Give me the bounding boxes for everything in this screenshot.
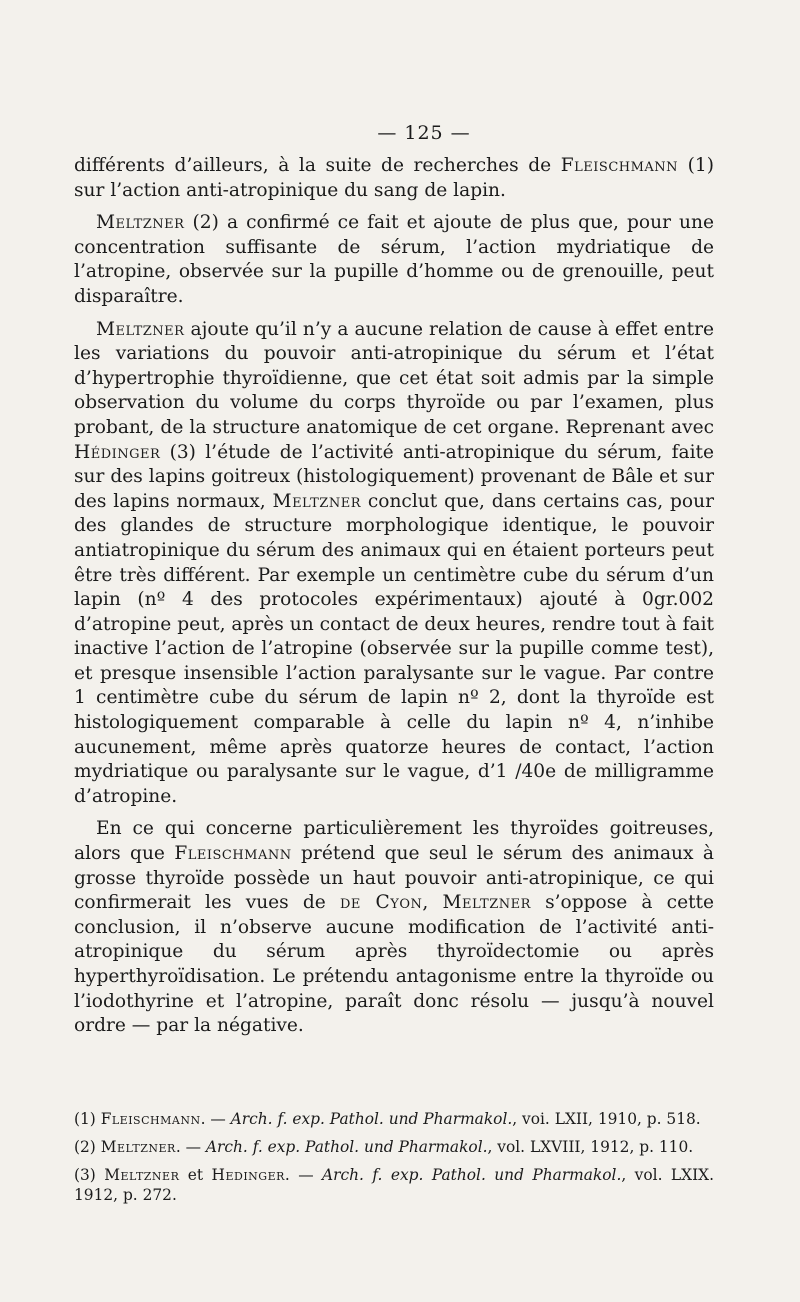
text-run: , vol. LXVIII, 1912, p. 110.	[487, 1137, 694, 1156]
document-page	[74, 122, 714, 1213]
journal-title: Arch. f. exp. Pathol. und Pharmakol.	[230, 1109, 513, 1128]
text-run: , vol. LXIX. 1912, p. 272.	[74, 1165, 715, 1204]
text-run: (1)	[74, 1109, 101, 1128]
text-run: . —	[175, 1137, 206, 1156]
footnote	[74, 1165, 714, 1205]
paragraph	[74, 817, 714, 1038]
author-name: Hedinger	[211, 1165, 285, 1184]
text-run: (2) a confirmé ce fait et ajoute de plus que, pour une concentration suffisante de sérum, l’action mydriatique de l’atropine, observée sur la pupille d’homme ou de grenouille, peut disparaître.	[74, 212, 714, 307]
text-run: ,	[422, 892, 443, 914]
text-run: ajoute qu’il n’y a aucune relation de cause à effet entre les variations du pouvoir anti-atropinique du sérum et l’état d’hypertrophie thyroïdienne, que cet état soit admis par la simple observation du volume du corps thyroïde ou par l’examen, plus probant, de la structure anatomique de cet organe. Reprenant avec	[74, 318, 714, 438]
text-run: En ce qui concerne particulièrement les thyroïdes goitreuses, alors que	[74, 818, 714, 865]
text-run: (1) sur l’action anti-atropinique du sang de lapin.	[74, 155, 714, 201]
footnote	[74, 1137, 714, 1157]
author-name: Meltzner	[272, 490, 361, 512]
paragraph	[74, 318, 714, 810]
footnote	[74, 1109, 714, 1129]
author-name: Meltzner	[96, 212, 185, 234]
footnotes	[74, 1109, 714, 1205]
author-name: Fleischmann	[100, 1109, 201, 1128]
text-run: (3) l’étude de l’activité anti-atropinique du sérum, faite sur des lapins goitreux (histologiquement) provenant de Bâle et sur des lapins normaux,	[74, 441, 714, 512]
text-run: (2)	[74, 1137, 101, 1156]
author-name: Meltzner	[100, 1137, 176, 1156]
text-run: prétend que seul le sérum des animaux à grosse thyroïde possède un haut pouvoir anti-atropinique, ce qui confirmerait les vues de	[74, 843, 714, 914]
author-name: Hédinger	[74, 441, 161, 463]
text-run: (3)	[74, 1165, 105, 1184]
journal-title: Arch. f. exp. Pathol. und Pharmakol.	[205, 1137, 488, 1156]
author-name: Meltzner	[442, 892, 531, 914]
author-name: Fleischmann	[174, 843, 292, 865]
author-name: de Cyon	[339, 892, 423, 914]
text-run: , voi. LXII, 1910, p. 518.	[512, 1109, 701, 1128]
page-number: — 125 —	[377, 122, 471, 144]
text-run: et	[179, 1165, 212, 1184]
paragraph	[74, 211, 714, 309]
body-text	[74, 154, 714, 1039]
author-name: Fleischmann	[560, 155, 679, 176]
text-run: différents d’ailleurs, à la suite de recherches de	[74, 155, 561, 176]
text-run: . —	[284, 1165, 323, 1184]
author-name: Meltzner	[104, 1165, 180, 1184]
text-run: conclut que, dans certains cas, pour des glandes de structure morphologique identique, le pouvoir antiatropinique du sérum des animaux qui en étaient porteurs peut être très différent. Par exemple un centimètre cube du sérum d’un lapin (nº 4 des protocoles expérimentaux) ajouté à 0gr.002 d’atropine peut, après un contact de deux heures, rendre tout à fait inactive l’action de l’atropine (observée sur la pupille comme test), et presque insensible l’action paralysante sur le vague. Par contre 1 centimètre cube du sérum de lapin nº 2, dont la thyroïde est histologiquement comparable à celle du lapin nº 4, n’inhibe aucunement, même après quatorze heures de contact, l’action mydriatique ou paralysante sur le vague, d’1 /40e de milligramme d’atropine.	[74, 490, 714, 807]
text-run: s’oppose à cette conclusion, il n’observe aucune modification de l’activité anti-atropinique du sérum après thyroïdectomie ou après hyperthyroïdisation. Le prétendu antagonisme entre la thyroïde ou l’iodothyrine et l’atropine, paraît donc résolu — jusqu’à nouvel ordre — par la négative.	[74, 892, 715, 1037]
text-run: . —	[200, 1109, 231, 1128]
author-name: Meltzner	[96, 318, 185, 340]
paragraph	[74, 154, 714, 203]
journal-title: Arch. f. exp. Pathol. und Pharmakol.	[322, 1165, 622, 1184]
